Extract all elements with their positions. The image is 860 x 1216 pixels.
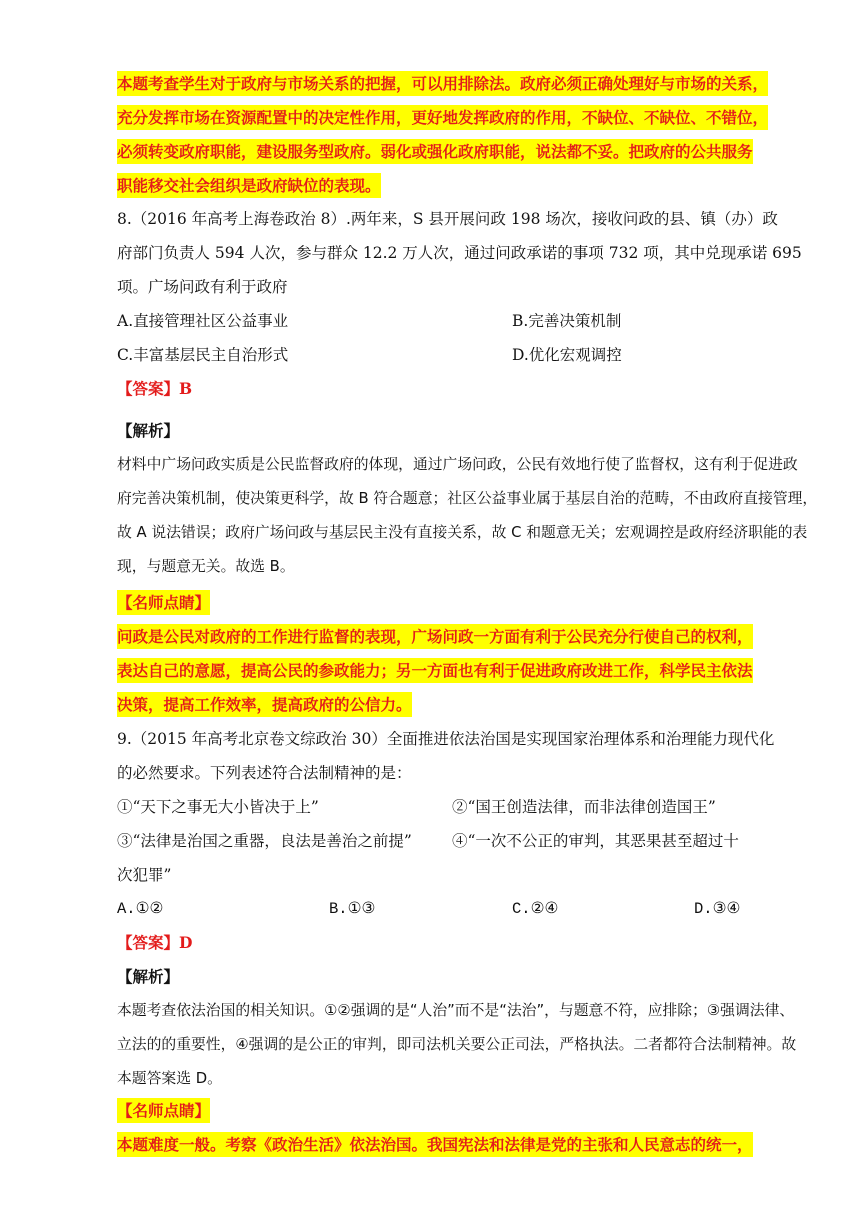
analysis-line: 府完善决策机制，使决策更科学，故 B 符合题意；社区公益事业属于基层自治的范畴，不由政府直接管理， [117, 490, 818, 507]
choice-d: D.③④ [694, 900, 741, 918]
analysis-heading: 【解析】 [117, 421, 180, 440]
option-c: C.丰富基层民主自治形式 [117, 346, 289, 364]
analysis-line: 立法的的重要性，④强调的是公正的审判，即司法机关要公正司法，严格执法。二者都符合法制精神。故 [117, 1036, 797, 1053]
question-8-answer [117, 372, 747, 406]
statement-4: ④“一次不公正的审判，其恶果甚至超过十 [452, 832, 739, 850]
tip-heading: 【名师点睛】 [117, 1098, 210, 1123]
statement-1: ①“天下之事无大小皆决于上” [117, 798, 319, 816]
analysis-line: 本题考查依法治国的相关知识。①②强调的是“人治”而不是“法治”，与题意不符，应排除；③强调法律、 [117, 1002, 795, 1019]
question-line: 的必然要求。下列表述符合法制精神的是： [117, 764, 412, 782]
question-line: 府部门负责人 594 人次，参与群众 12.2 万人次，通过问政承诺的事项 732 项，其中兑现承诺 695 [117, 244, 802, 262]
answer-label: 【答案】D [117, 933, 193, 952]
question-9-items [117, 790, 747, 892]
question-8-teacher-tip [117, 586, 753, 722]
choice-c: C.②④ [512, 900, 559, 918]
analysis-line: 材料中广场问政实质是公民监督政府的体现，通过广场问政，公民有效地行使了监督权，这有利于促进政 [117, 456, 798, 473]
analysis-line: 故 A 说法错误；政府广场问政与基层民主没有直接关系，故 C 和题意无关；宏观调控是政府经济职能的表 [117, 524, 808, 541]
question-line: 项。广场问政有利于政府 [117, 278, 288, 296]
option-a: A.直接管理社区公益事业 [117, 312, 289, 330]
analysis-line: 现，与题意无关。故选 B。 [117, 558, 295, 575]
question-9-stem [117, 722, 775, 790]
tip-line: 问政是公民对政府的工作进行监督的表现，广场问政一方面有利于公民充分行使自己的权利， [117, 624, 753, 649]
statement-3: ③“法律是治国之重器，良法是善治之前提” [117, 832, 412, 850]
question-line: 8.（2016 年高考上海卷政治 8）.两年来，S 县开展问政 198 场次，接收问政的县、镇（办）政 [117, 210, 778, 228]
question-8-analysis [117, 414, 818, 584]
question-9-answer [117, 926, 747, 960]
question-line: 9.（2015 年高考北京卷文综政治 30）全面推进依法治国是实现国家治理体系和治理能力现代化 [117, 730, 775, 748]
question-9-choices [117, 892, 747, 926]
tip-heading: 【名师点睛】 [117, 590, 210, 615]
question-8-options [117, 304, 747, 372]
analysis-line: 本题答案选 D。 [117, 1070, 222, 1087]
tip-line: 决策，提高工作效率，提高政府的公信力。 [117, 692, 412, 717]
note-line: 本题考查学生对于政府与市场关系的把握，可以用排除法。政府必须正确处理好与市场的关系， [117, 71, 768, 96]
statement-4-continued: 次犯罪” [117, 866, 172, 884]
tip-line: 本题难度一般。考察《政治生活》依法治国。我国宪法和法律是党的主张和人民意志的统一， [117, 1132, 753, 1157]
question-9-teacher-tip [117, 1094, 753, 1162]
note-line: 职能移交社会组织是政府缺位的表现。 [117, 173, 381, 198]
top-teacher-note [117, 67, 769, 203]
note-line: 充分发挥市场在资源配置中的决定性作用，更好地发挥政府的作用，不缺位、不缺位、不错位， [117, 105, 768, 130]
statement-2: ②“国王创造法律，而非法律创造国王” [452, 798, 716, 816]
answer-label: 【答案】B [117, 379, 193, 398]
tip-line: 表达自己的意愿，提高公民的参政能力；另一方面也有利于促进政府改进工作，科学民主依法 [117, 658, 753, 683]
question-8-stem [117, 202, 802, 304]
analysis-heading: 【解析】 [117, 967, 180, 986]
note-line: 必须转变政府职能，建设服务型政府。弱化或强化政府职能，说法都不妥。把政府的公共服务 [117, 139, 753, 164]
choice-b: B.①③ [329, 900, 376, 918]
option-b: B.完善决策机制 [512, 312, 622, 330]
option-d: D.优化宏观调控 [512, 346, 622, 364]
question-9-analysis [117, 960, 797, 1096]
choice-a: A.①② [117, 900, 164, 918]
